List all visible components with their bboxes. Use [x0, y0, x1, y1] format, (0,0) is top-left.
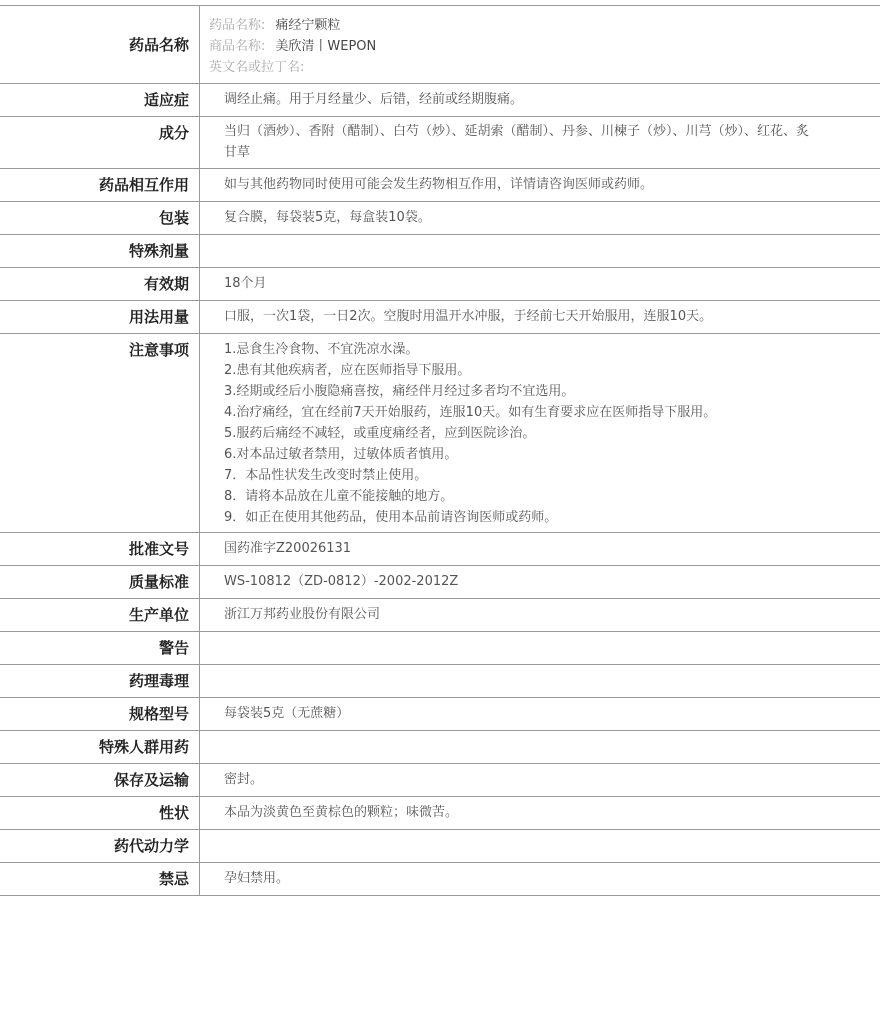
english-name-line — [209, 57, 810, 78]
row-label: 特殊人群用药 — [0, 731, 200, 763]
row-label: 药品名称 — [0, 6, 200, 83]
row-value: 当归（酒炒）、香附（醋制）、白芍（炒）、延胡索（醋制）、丹参、川楝子（炒）、川芎（炒）、红花、炙甘草 — [224, 124, 810, 160]
drug-info-table — [0, 5, 880, 896]
row-precautions — [0, 334, 880, 533]
row-label: 用法用量 — [0, 301, 200, 333]
list-item: 7．本品性状发生改变时禁止使用。 — [224, 468, 428, 483]
row-shelf-life — [0, 268, 880, 301]
row-dosage — [0, 301, 880, 334]
row-indications — [0, 84, 880, 117]
list-item: 9．如正在使用其他药品，使用本品前请咨询医师或药师。 — [224, 510, 558, 525]
row-interactions — [0, 169, 880, 202]
list-item: 4.治疗痛经，宜在经前7天开始服药，连服10天。如有生育要求应在医师指导下服用。 — [224, 405, 717, 420]
row-value — [200, 235, 880, 267]
trade-name-key: 商品名称: — [209, 39, 266, 54]
row-label: 性状 — [0, 797, 200, 829]
row-quality-standard — [0, 566, 880, 599]
row-label: 禁忌 — [0, 863, 200, 895]
row-description — [0, 797, 880, 830]
row-label: 生产单位 — [0, 599, 200, 631]
row-label: 警告 — [0, 632, 200, 664]
row-ingredients — [0, 117, 880, 169]
row-value — [200, 731, 880, 763]
list-item: 1.忌食生冷食物、不宜洗凉水澡。 — [224, 342, 419, 357]
row-label: 药理毒理 — [0, 665, 200, 697]
row-label: 注意事项 — [0, 334, 200, 532]
row-value: 如与其他药物同时使用可能会发生药物相互作用，详情请咨询医师或药师。 — [224, 177, 654, 192]
generic-name-key: 药品名称: — [209, 18, 266, 33]
row-contraindications — [0, 863, 880, 896]
row-label: 规格型号 — [0, 698, 200, 730]
row-label: 批准文号 — [0, 533, 200, 565]
trade-name-value: 美欣清丨WEPON — [275, 39, 377, 54]
english-name-key: 英文名或拉丁名: — [209, 60, 305, 75]
list-item: 5.服药后痛经不减轻，或重度痛经者，应到医院诊治。 — [224, 426, 536, 441]
row-value: 国药准字Z20026131 — [224, 541, 352, 556]
row-storage — [0, 764, 880, 797]
row-label: 质量标准 — [0, 566, 200, 598]
list-item: 3.经期或经后小腹隐痛喜按，痛经伴月经过多者均不宜选用。 — [224, 384, 575, 399]
row-pharmacokinetics — [0, 830, 880, 863]
row-value — [200, 6, 880, 83]
row-value: 孕妇禁用。 — [224, 871, 290, 886]
row-approval-number — [0, 533, 880, 566]
row-value: 调经止痛。用于月经量少、后错，经前或经期腹痛。 — [224, 92, 524, 107]
row-value: 浙江万邦药业股份有限公司 — [224, 607, 381, 622]
row-value — [200, 830, 880, 862]
list-item: 8．请将本品放在儿童不能接触的地方。 — [224, 489, 454, 504]
row-value: 口服，一次1袋，一日2次。空腹时用温开水冲服，于经前七天开始服用，连服10天。 — [224, 309, 713, 324]
row-warning — [0, 632, 880, 665]
row-label: 成分 — [0, 117, 200, 168]
row-label: 包装 — [0, 202, 200, 234]
list-item: 6.对本品过敏者禁用，过敏体质者慎用。 — [224, 447, 458, 462]
row-value — [200, 632, 880, 664]
row-value: 密封。 — [224, 772, 264, 787]
row-value: 复合膜，每袋装5克，每盒装10袋。 — [224, 210, 431, 225]
row-specification — [0, 698, 880, 731]
row-manufacturer — [0, 599, 880, 632]
row-label: 保存及运输 — [0, 764, 200, 796]
generic-name-line — [209, 15, 810, 36]
row-value: 每袋装5克（无蔗糖） — [224, 706, 350, 721]
generic-name-value: 痛经宁颗粒 — [275, 18, 341, 33]
row-special-dosage — [0, 235, 880, 268]
row-pharmacology — [0, 665, 880, 698]
row-drug-name — [0, 6, 880, 84]
row-value: WS-10812（ZD-0812）-2002-2012Z — [224, 574, 459, 589]
precautions-list — [200, 334, 880, 532]
list-item: 2.患有其他疾病者，应在医师指导下服用。 — [224, 363, 471, 378]
trade-name-line — [209, 36, 810, 57]
row-value — [200, 665, 880, 697]
row-label: 药代动力学 — [0, 830, 200, 862]
row-label: 特殊剂量 — [0, 235, 200, 267]
row-value: 18个月 — [224, 276, 267, 291]
row-label: 适应症 — [0, 84, 200, 116]
row-label: 药品相互作用 — [0, 169, 200, 201]
row-label: 有效期 — [0, 268, 200, 300]
row-packaging — [0, 202, 880, 235]
row-special-populations — [0, 731, 880, 764]
row-value: 本品为淡黄色至黄棕色的颗粒；味微苦。 — [224, 805, 459, 820]
